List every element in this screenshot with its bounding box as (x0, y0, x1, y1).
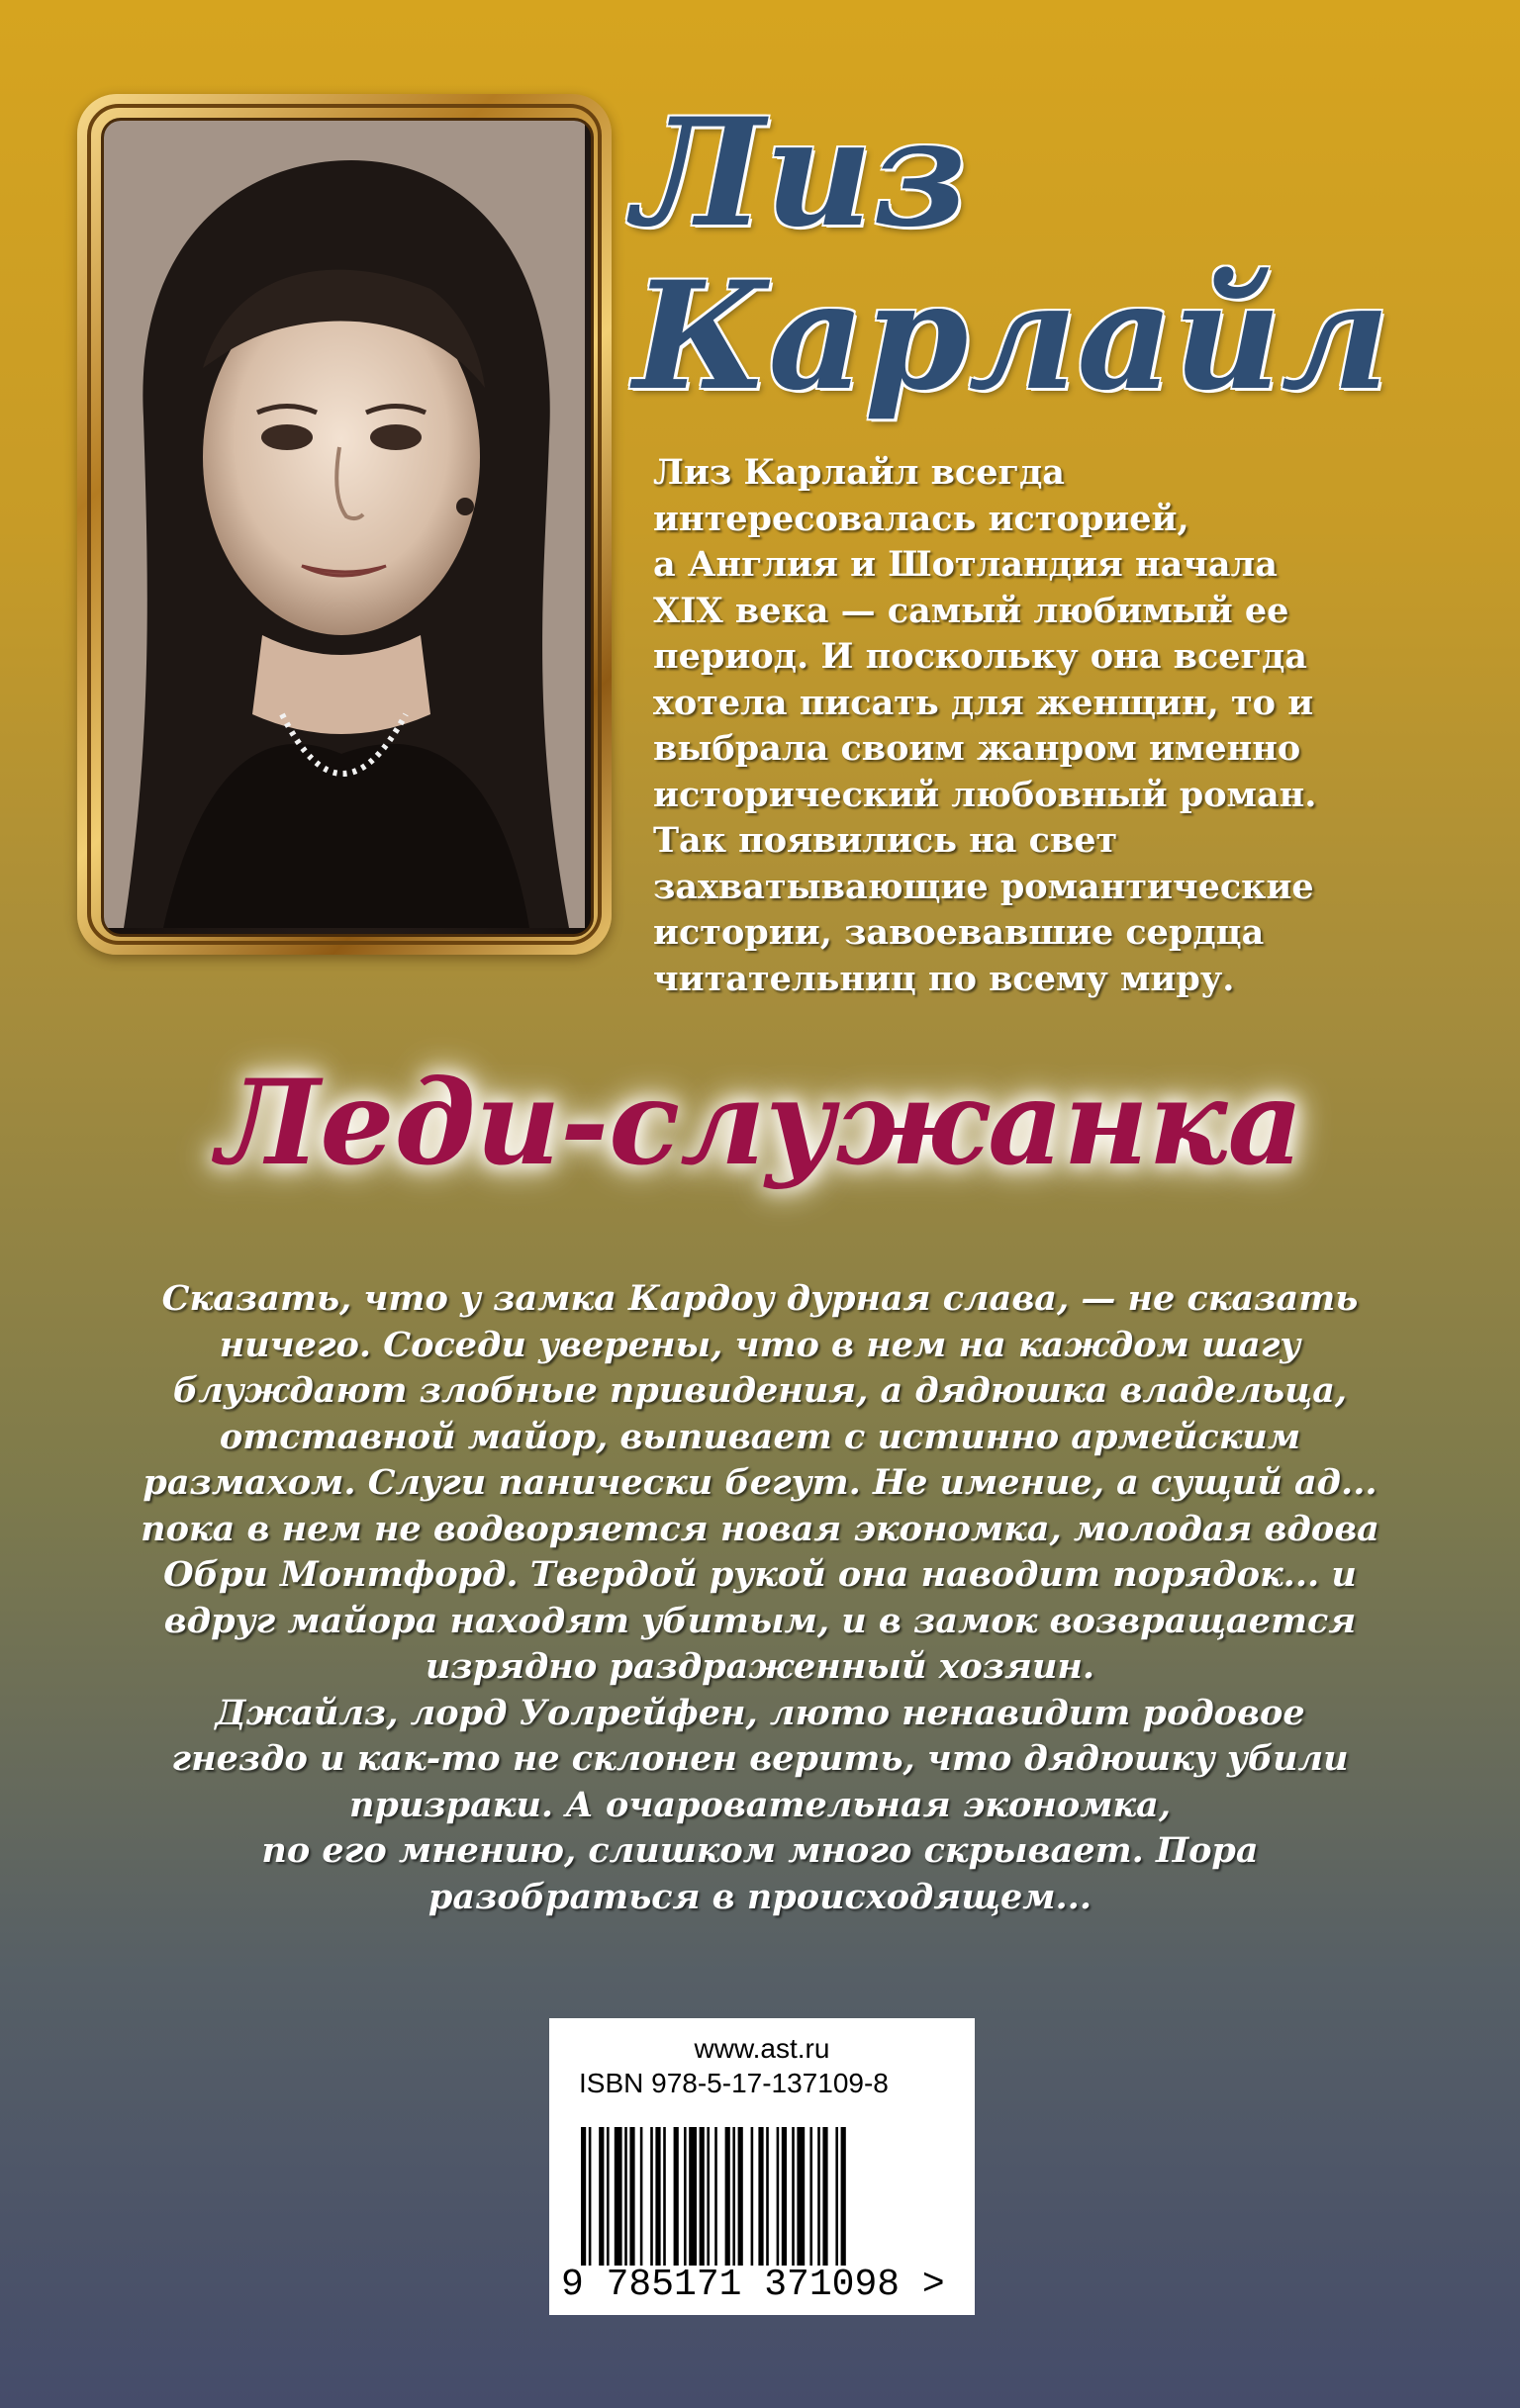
bio-line: а Англия и Шотландия начала (653, 544, 1278, 585)
barcode-bar (841, 2127, 846, 2266)
author-first-name: Лиз (633, 86, 968, 260)
barcode-bar (684, 2127, 687, 2266)
bio-line: истории, завоевавшие сердца (653, 912, 1265, 953)
barcode-bar (835, 2127, 838, 2266)
book-title: Леди-служанка (217, 1054, 1303, 1191)
barcode-box (549, 2018, 975, 2315)
barcode-bar (809, 2127, 812, 2266)
blurb-line: изрядно раздраженный хозяин. (425, 1646, 1095, 1687)
barcode-bar (777, 2127, 780, 2266)
barcode-bar (700, 2127, 705, 2266)
bio-line: читательниц по всему миру. (653, 958, 1235, 999)
barcode-bar (782, 2127, 787, 2266)
barcode-bar (707, 2127, 710, 2266)
blurb-line: размахом. Слуги панически бегут. Не имение, а сущий ад... (142, 1462, 1378, 1503)
barcode-bar (751, 2127, 754, 2266)
bio-line: захватывающие романтические (653, 866, 1314, 907)
blurb-line: Джайлз, лорд Уолрейфен, люто ненавидит родовое (215, 1692, 1305, 1733)
barcode-bar (797, 2127, 805, 2266)
barcode-bar (624, 2127, 627, 2266)
barcode-bar (766, 2127, 769, 2266)
barcode-bar (607, 2127, 610, 2266)
bio-line: исторический любовный роман. (653, 774, 1317, 815)
author-portrait (101, 118, 594, 937)
bio-line: XIX века — самый любимый ее (653, 590, 1289, 631)
barcode-bar (589, 2127, 592, 2266)
blurb-line: пока в нем не водворяется новая экономка, молодая вдова (141, 1508, 1379, 1549)
barcode-bar (674, 2127, 679, 2266)
barcode-bar (714, 2127, 717, 2266)
blurb-line: вдруг майора находят убитым, и в замок возвращается (163, 1600, 1357, 1641)
blurb-line: отставной майор, выпивает с истинно армейским (219, 1416, 1301, 1457)
publisher-url: www.ast.ru (694, 2033, 830, 2064)
blurb-line: разобраться в происходящем... (428, 1876, 1092, 1917)
author-bio (653, 450, 1504, 1002)
blurb-line: призраки. А очаровательная экономка, (348, 1784, 1172, 1825)
bio-line: хотела писать для женщин, то и (653, 682, 1314, 723)
barcode-bar (615, 2127, 622, 2266)
barcode-bar (663, 2127, 666, 2266)
bio-line: Лиз Карлайл всегда (653, 452, 1065, 493)
barcode-bar (599, 2127, 604, 2266)
barcode-bars (581, 2127, 947, 2266)
blurb-line: ничего. Соседи уверены, что в нем на каждом шагу (219, 1324, 1301, 1365)
barcode-bar (758, 2127, 763, 2266)
barcode-bar (725, 2127, 730, 2266)
barcode-bar (581, 2127, 586, 2266)
barcode-bar (689, 2127, 697, 2266)
bio-line: выбрала своим жанром именно (653, 728, 1301, 769)
barcode-bar (650, 2127, 653, 2266)
barcode-bar (738, 2127, 743, 2266)
barcode-bar (640, 2127, 643, 2266)
blurb-line: блуждают злобные привидения, а дядюшка владельца, (172, 1370, 1348, 1411)
blurb-line: Обри Монтфорд. Твердой рукой она наводит порядок... и (163, 1554, 1357, 1595)
bio-line: период. И поскольку она всегда (653, 636, 1307, 677)
barcode-bar (629, 2127, 634, 2266)
barcode-bar (732, 2127, 735, 2266)
barcode-bar (655, 2127, 660, 2266)
barcode-digits: 9 785171 371098 > (561, 2264, 945, 2306)
author-last-name: Карлайл (633, 249, 1390, 423)
book-blurb (0, 1276, 1520, 1920)
blurb-line: гнездо и как-то не склонен верить, что дядюшку убили (171, 1738, 1349, 1779)
barcode-bar (792, 2127, 795, 2266)
bio-line: Так появились на свет (653, 820, 1118, 861)
portrait-frame (77, 94, 612, 955)
barcode-bar (817, 2127, 820, 2266)
isbn-label: ISBN 978-5-17-137109-8 (579, 2068, 889, 2098)
blurb-line: Сказать, что у замка Кардоу дурная слава, — не сказать (161, 1278, 1359, 1319)
barcode-bar (822, 2127, 827, 2266)
blurb-line: по его мнению, слишком много скрывает. Пора (261, 1830, 1259, 1871)
bio-line: интересовалась историей, (653, 498, 1189, 539)
